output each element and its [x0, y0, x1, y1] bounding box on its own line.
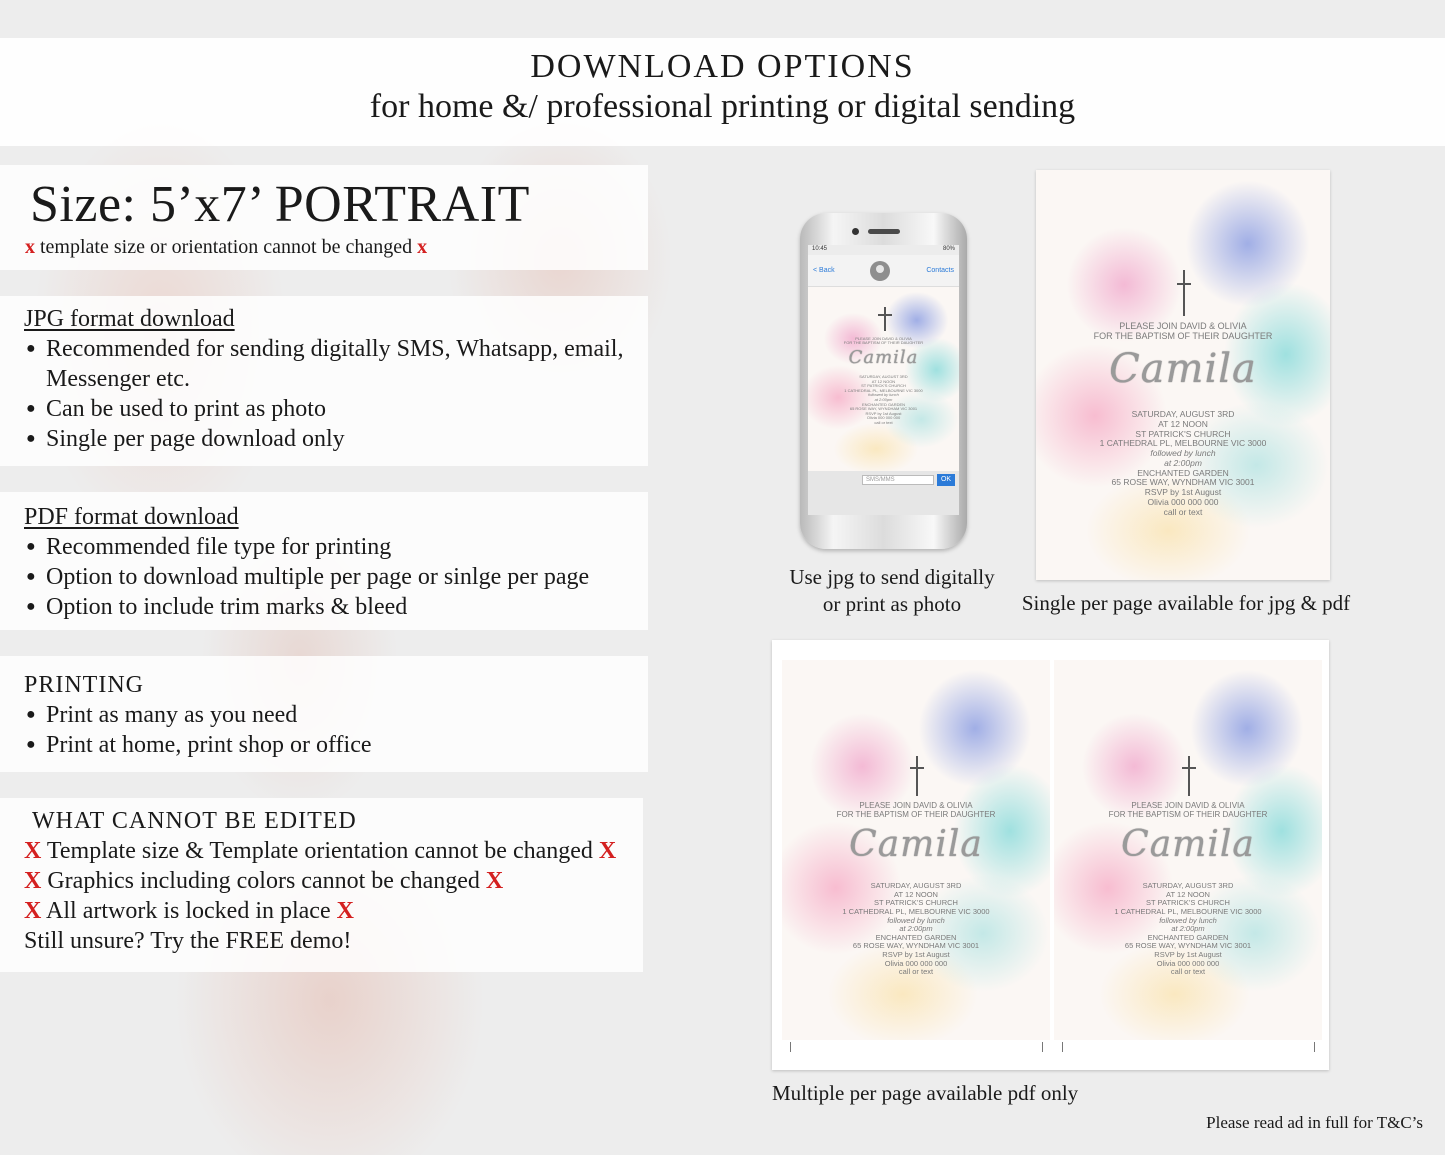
demo-note: Still unsure? Try the FREE demo! — [24, 928, 352, 954]
jpg-section-title: JPG format download — [24, 306, 235, 332]
invite-contact: Olivia 000 000 000 — [1156, 958, 1220, 968]
invite-details — [1054, 882, 1322, 977]
invite-join-line: PLEASE JOIN DAVID & OLIVIA — [1119, 321, 1247, 331]
printing-section — [0, 656, 648, 772]
trim-mark — [1062, 1042, 1063, 1052]
list-item: ● Option to include trim marks & bleed — [24, 592, 648, 622]
cannot-edit-text: Graphics including colors cannot be changed — [47, 868, 480, 894]
phone-nav-bar — [808, 255, 959, 287]
invite-venue: ENCHANTED GARDEN — [875, 932, 957, 942]
invite-followed: followed by lunch — [1159, 915, 1217, 925]
invite-join — [1036, 322, 1330, 342]
invite-join-line: PLEASE JOIN DAVID & OLIVIA — [855, 336, 912, 341]
size-note-text: template size or orientation cannot be changed — [40, 236, 413, 258]
x-mark-icon: X — [24, 868, 42, 894]
cannot-edit-section — [0, 798, 643, 972]
invite-venue: ENCHANTED GARDEN — [1137, 467, 1229, 478]
invite-time: AT 12 NOON — [871, 378, 896, 384]
multi-invite-preview — [782, 660, 1050, 1040]
invite-followed: followed by lunch — [887, 915, 945, 925]
invite-name: Camila — [849, 824, 983, 865]
size-note — [25, 234, 427, 260]
list-item: ● Recommended file type for printing — [24, 532, 648, 562]
phone-mockup — [800, 213, 967, 549]
invite-date: SATURDAY, AUGUST 3RD — [1131, 409, 1235, 419]
invite-church-address: 1 CATHEDRAL PL, MELBOURNE VIC 3000 — [842, 906, 990, 916]
single-caption: Single per page available for jpg & pdf — [1021, 591, 1351, 615]
multi-caption: Multiple per page available pdf only — [772, 1081, 1079, 1105]
invite-lunch-time: at 2:00pm — [899, 924, 933, 934]
invite-venue-address: 65 ROSE WAY, WYNDHAM VIC 3001 — [1111, 477, 1255, 488]
cross-icon — [916, 756, 918, 796]
invite-venue-address: 65 ROSE WAY, WYNDHAM VIC 3001 — [1124, 941, 1252, 951]
x-mark-icon: x — [25, 236, 35, 258]
invite-rsvp: RSVP by 1st August — [1154, 950, 1222, 959]
invite-church: ST PATRICK'S CHURCH — [1146, 898, 1230, 908]
invite-join-line: PLEASE JOIN DAVID & OLIVIA — [859, 801, 973, 810]
invite-church-address: 1 CATHEDRAL PL, MELBOURNE VIC 3000 — [844, 387, 923, 393]
invite-lunch-time: at 2:00pm — [1171, 924, 1205, 934]
invite-time: AT 12 NOON — [1158, 418, 1208, 429]
page-subtitle: for home &/ professional printing or digital sending — [369, 88, 1076, 125]
invite-name: Camila — [1121, 824, 1255, 865]
footer-note: Please read ad in full for T&C’s — [1206, 1113, 1423, 1132]
invite-join-line: FOR THE BAPTISM OF THEIR DAUGHTER — [1093, 330, 1273, 341]
invite-name: Camila — [848, 347, 919, 368]
phone-camera-icon — [852, 228, 859, 235]
pdf-section — [0, 492, 648, 630]
invite-join — [782, 802, 1050, 820]
invite-call: call or text — [1163, 506, 1203, 517]
invite-church-address: 1 CATHEDRAL PL, MELBOURNE VIC 3000 — [1114, 906, 1262, 916]
invite-join — [808, 337, 959, 346]
list-item: ● Single per page download only — [24, 424, 648, 454]
multi-invite-sheet — [772, 640, 1329, 1070]
list-item: ● Can be used to print as photo — [24, 394, 648, 424]
status-battery: 80% — [942, 246, 955, 252]
trim-mark — [1314, 1042, 1315, 1052]
invite-contact: Olivia 000 000 000 — [884, 958, 948, 968]
phone-caption — [770, 564, 1014, 618]
phone-screen — [808, 245, 959, 515]
x-mark-icon: X — [598, 838, 617, 864]
printing-bullet-list — [24, 700, 648, 760]
phone-caption-line: or print as photo — [822, 592, 962, 616]
back-link[interactable]: < Back — [813, 267, 835, 274]
multi-invite-preview — [1054, 660, 1322, 1040]
invite-date: SATURDAY, AUGUST 3RD — [859, 374, 908, 379]
invite-details — [1036, 410, 1330, 517]
invite-lunch-time: at 2:00pm — [1164, 457, 1202, 468]
cross-icon — [1183, 270, 1185, 316]
cannot-edit-line — [24, 896, 643, 926]
cannot-edit-line — [24, 836, 643, 866]
invite-rsvp: RSVP by 1st August — [865, 410, 902, 416]
jpg-section — [0, 296, 648, 466]
invite-join-line: FOR THE BAPTISM OF THEIR DAUGHTER — [1108, 809, 1268, 819]
trim-mark — [790, 1042, 791, 1052]
pdf-bullet-list — [24, 532, 648, 622]
invite-rsvp: RSVP by 1st August — [882, 950, 950, 959]
x-mark-icon: X — [24, 838, 42, 864]
cannot-edit-line — [24, 866, 643, 896]
invite-church: ST PATRICK'S CHURCH — [861, 383, 906, 389]
invite-followed: followed by lunch — [1150, 448, 1216, 459]
cannot-edit-title: WHAT CANNOT BE EDITED — [32, 808, 357, 834]
invite-contact: Olivia 000 000 000 — [866, 415, 901, 421]
invite-join-line: FOR THE BAPTISM OF THEIR DAUGHTER — [843, 340, 924, 346]
invite-join-line: FOR THE BAPTISM OF THEIR DAUGHTER — [836, 809, 996, 819]
trim-mark — [1042, 1042, 1043, 1052]
invite-details — [782, 882, 1050, 977]
invite-venue: ENCHANTED GARDEN — [1147, 932, 1229, 942]
invite-call: call or text — [874, 419, 893, 425]
cross-icon — [1188, 756, 1190, 796]
sms-input[interactable]: SMS/MMS — [862, 475, 934, 485]
invite-contact: Olivia 000 000 000 — [1147, 496, 1219, 507]
invite-venue: ENCHANTED GARDEN — [861, 401, 906, 407]
x-mark-icon: X — [24, 898, 42, 924]
single-invite-preview — [1036, 170, 1330, 580]
invite-time: AT 12 NOON — [894, 889, 938, 899]
contacts-link[interactable]: Contacts — [926, 267, 954, 274]
invite-name: Camila — [1109, 346, 1257, 392]
cannot-edit-text: Template size & Template orientation cannot be changed — [46, 838, 593, 864]
list-item: ● Option to download multiple per page or sinlge per page — [24, 562, 648, 592]
header-banner — [0, 38, 1445, 146]
x-mark-icon: X — [336, 898, 354, 924]
invite-church: ST PATRICK'S CHURCH — [1135, 428, 1231, 439]
pdf-section-title: PDF format download — [24, 504, 239, 530]
invite-call: call or text — [1170, 967, 1206, 977]
invite-church: ST PATRICK'S CHURCH — [874, 898, 958, 908]
invite-venue-address: 65 ROSE WAY, WYNDHAM VIC 3001 — [849, 406, 918, 412]
status-time: 10:45 — [812, 246, 828, 252]
cannot-edit-text: All artwork is locked in place — [46, 898, 331, 924]
list-item: ● Recommended for sending digitally SMS, Whatsapp, email, Messenger etc. — [24, 334, 648, 394]
phone-speaker-icon — [868, 229, 900, 234]
ok-button[interactable]: OK — [937, 474, 955, 486]
invite-details — [808, 375, 959, 426]
contact-avatar-icon — [870, 261, 890, 281]
size-title: Size: 5’x7’ PORTRAIT — [30, 176, 530, 233]
invite-lunch-time: at 2:00pm — [874, 396, 893, 402]
invite-followed: followed by lunch — [868, 392, 899, 398]
cross-icon — [884, 307, 886, 331]
phone-status-bar — [808, 245, 959, 255]
invite-venue-address: 65 ROSE WAY, WYNDHAM VIC 3001 — [852, 941, 980, 951]
invite-church-address: 1 CATHEDRAL PL, MELBOURNE VIC 3000 — [1099, 438, 1267, 449]
printing-section-title: PRINTING — [24, 672, 144, 698]
phone-message-bar — [808, 471, 959, 515]
jpg-bullet-list — [24, 334, 648, 454]
x-mark-icon: X — [485, 868, 504, 894]
invite-join — [1054, 802, 1322, 820]
invite-join-line: PLEASE JOIN DAVID & OLIVIA — [1131, 801, 1245, 810]
page-title: DOWNLOAD OPTIONS — [530, 48, 915, 85]
list-item: ● Print as many as you need — [24, 700, 648, 730]
invite-call: call or text — [898, 967, 934, 977]
phone-invite-preview — [808, 287, 959, 471]
x-mark-icon: x — [417, 236, 428, 258]
invite-rsvp: RSVP by 1st August — [1144, 487, 1222, 498]
invite-time: AT 12 NOON — [1166, 889, 1210, 899]
list-item: ● Print at home, print shop or office — [24, 730, 648, 760]
invite-date: SATURDAY, AUGUST 3RD — [1142, 881, 1234, 890]
phone-caption-line: Use jpg to send digitally — [789, 565, 995, 589]
invite-date: SATURDAY, AUGUST 3RD — [870, 881, 962, 890]
